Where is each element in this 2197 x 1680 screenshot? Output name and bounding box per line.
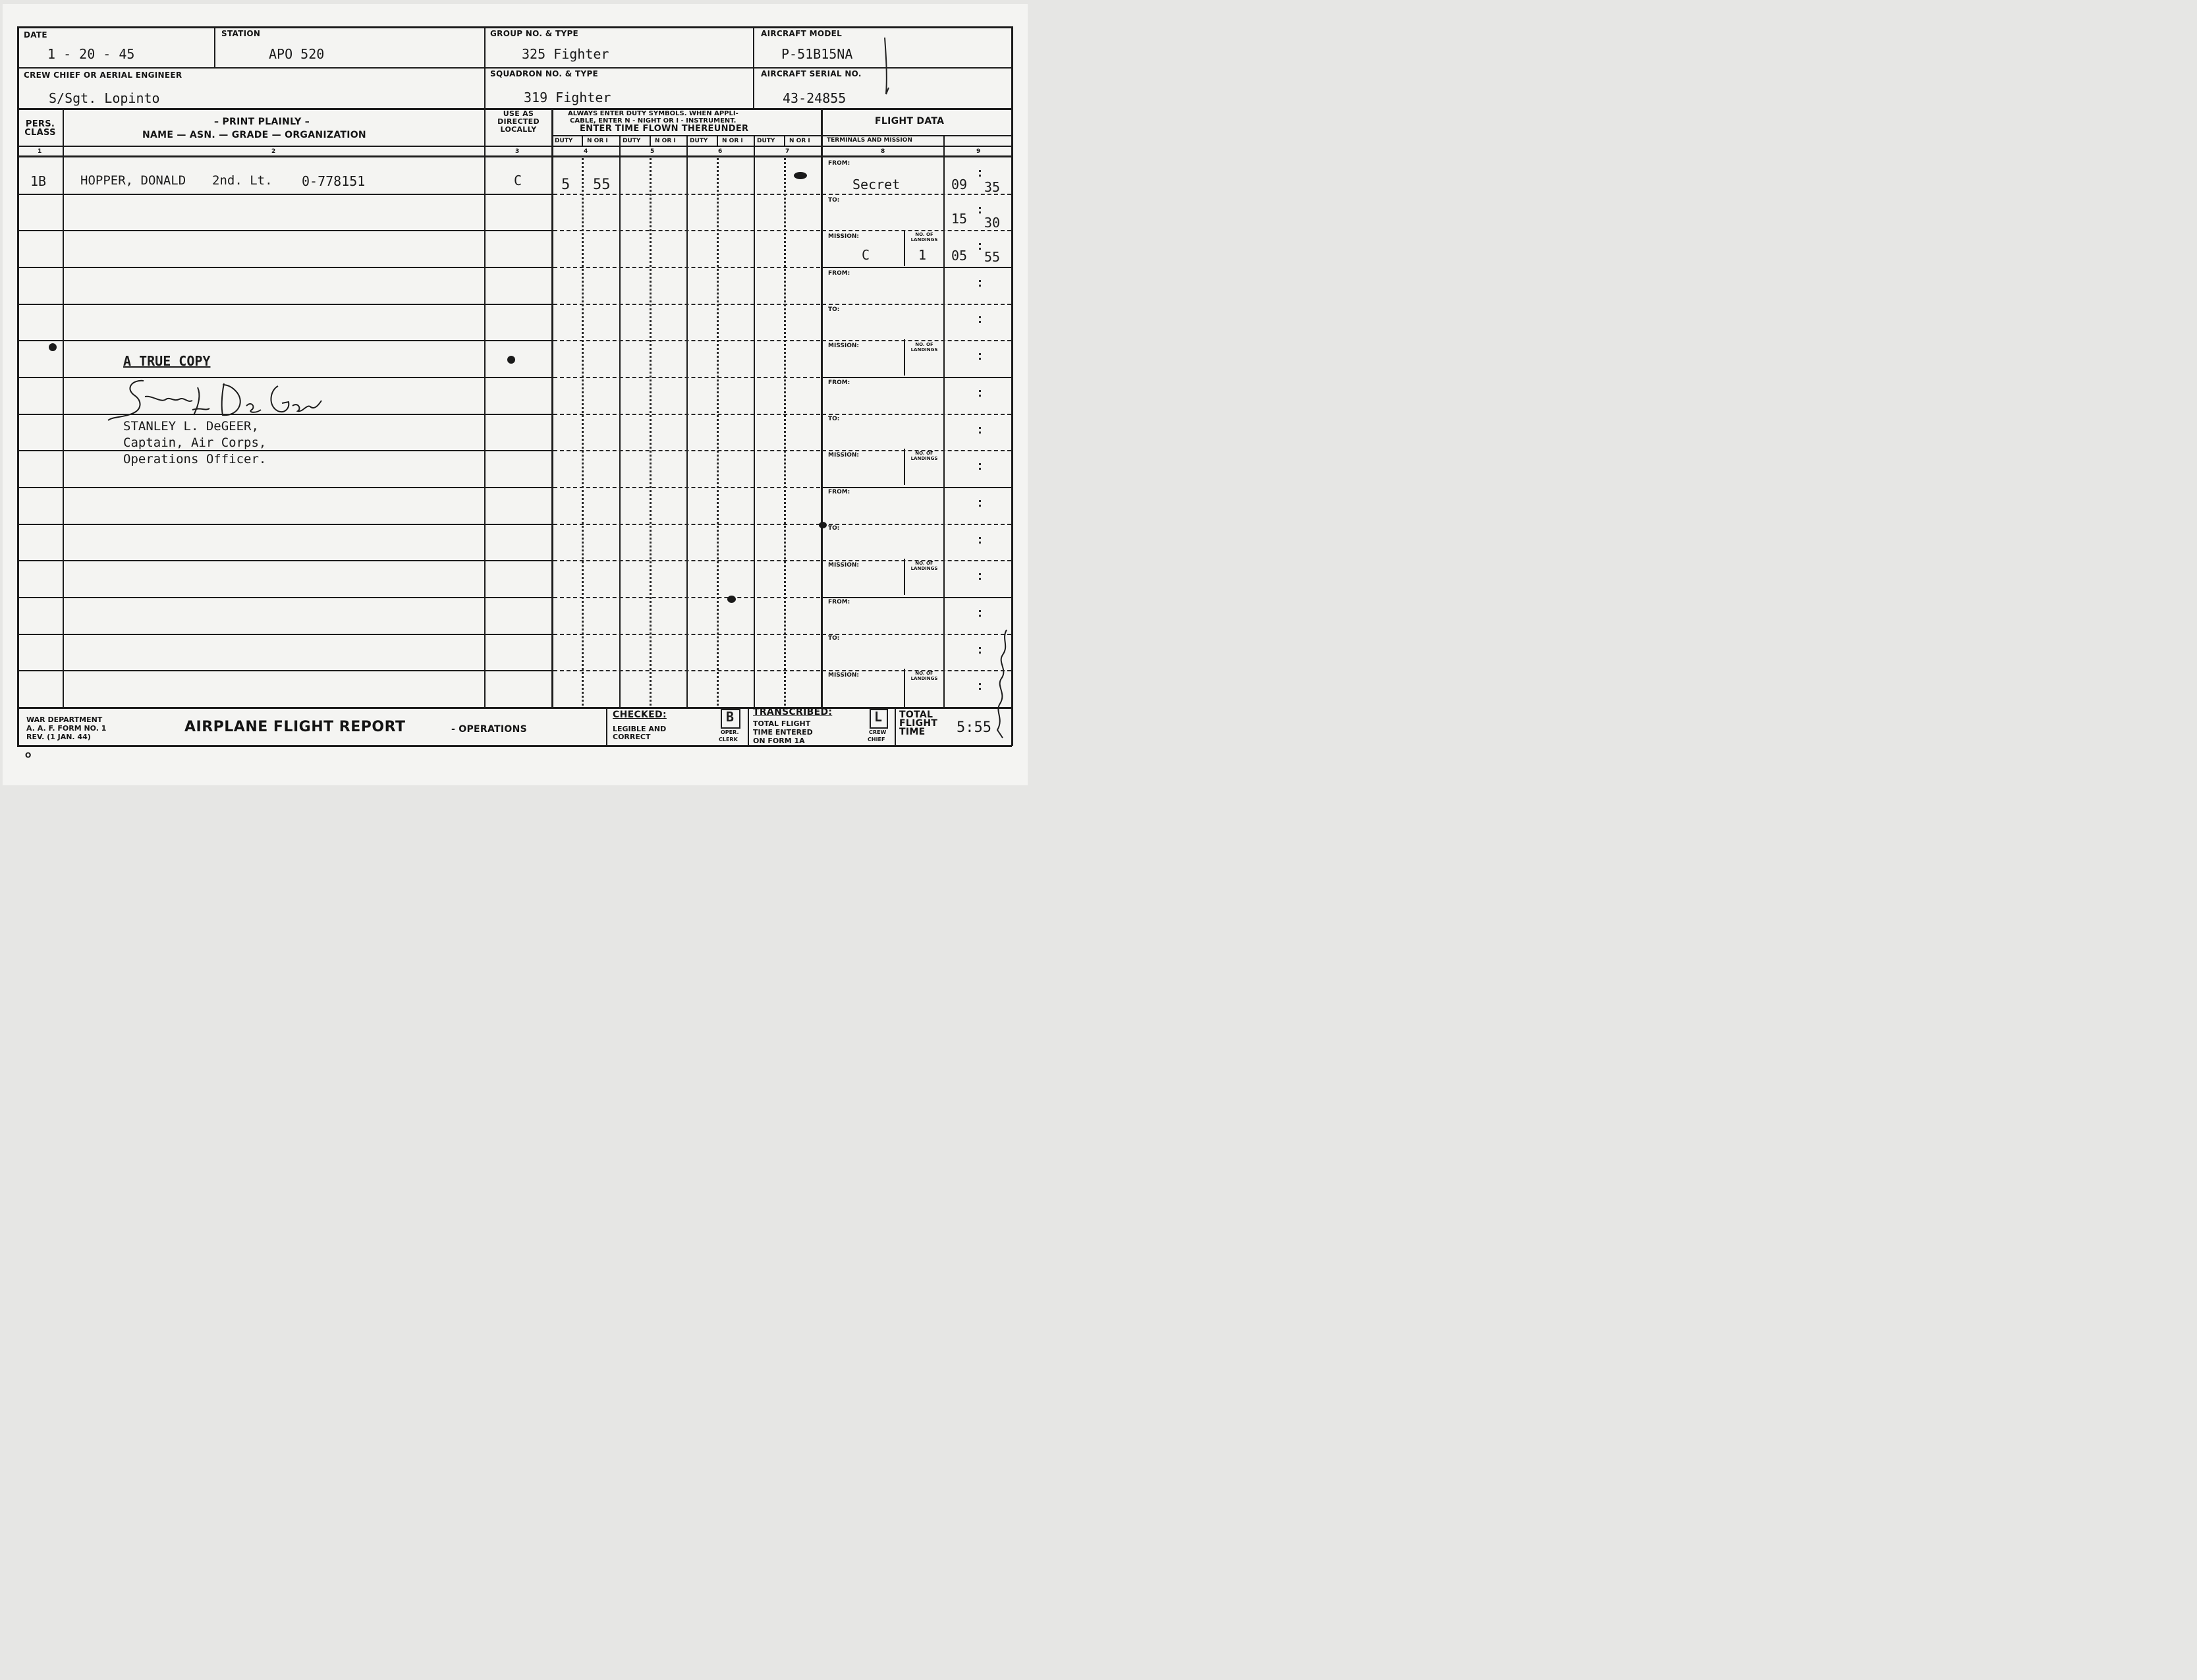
serial-value: 43-24855 — [783, 90, 847, 106]
total-flight-time-value: 5:55 — [957, 719, 991, 736]
duty-dot-separator — [582, 158, 584, 706]
punch-hole — [727, 596, 736, 603]
duty-note-line-2: CABLE, ENTER N - NIGHT OR I - INSTRUMENT. — [570, 117, 737, 125]
to-label-2: TO: — [828, 306, 840, 313]
crew-chief-label: CREW CHIEF OR AERIAL ENGINEER — [24, 70, 182, 80]
from-label-2: FROM: — [828, 270, 850, 277]
name-column-header: NAME — ASN. — GRADE — ORGANIZATION — [142, 130, 366, 140]
landings-label-2: NO. OF LANDINGS — [910, 342, 938, 352]
punch-hole — [819, 522, 827, 528]
duty-row-dash — [553, 230, 820, 231]
group-value: 325 Fighter — [522, 46, 609, 62]
legible-line-1: LEGIBLE AND — [613, 725, 667, 733]
oper-clerk-line-2: CLERK — [719, 737, 738, 742]
time-colon — [979, 610, 981, 617]
total-line-3: TIME — [899, 727, 926, 737]
duty-row-dash — [553, 377, 820, 378]
to-label-4: TO: — [828, 525, 840, 532]
corner-mark: O — [25, 751, 32, 760]
row-divider — [17, 670, 551, 671]
entry-asn: 0-778151 — [302, 173, 366, 189]
time-colon — [979, 353, 981, 360]
print-plainly-header: – PRINT PLAINLY – — [214, 117, 310, 127]
terminals-mission-header: TERMINALS AND MISSION — [827, 137, 912, 144]
duty-row-dash — [553, 560, 820, 561]
from-time-hours: 09 — [951, 177, 968, 192]
flight-group-divider — [822, 487, 1011, 488]
entry-duty-minutes: 55 — [593, 177, 611, 193]
from-label-4: FROM: — [828, 489, 850, 495]
row-divider — [17, 450, 551, 451]
crew-chief-initial: L — [874, 709, 883, 725]
flight-group-divider — [822, 267, 1011, 268]
column-number-1: 1 — [38, 148, 42, 155]
oper-clerk-initial: B — [726, 709, 735, 725]
time-colon — [979, 170, 981, 177]
row-divider — [17, 230, 551, 231]
from-time-minutes: 35 — [984, 179, 1001, 195]
flight-group-divider — [822, 377, 1011, 378]
duty-row-dash — [553, 670, 820, 671]
duty-row-dash — [553, 304, 820, 305]
to-time-hours: 15 — [951, 211, 968, 227]
crew-chief-value: S/Sgt. Lopinto — [49, 90, 160, 106]
duty-row-dash — [553, 634, 820, 635]
flight-row-dash — [822, 230, 1011, 231]
transcribed-line-1: TOTAL FLIGHT — [753, 719, 811, 728]
time-colon — [979, 500, 981, 507]
time-colon — [979, 280, 981, 287]
dept-line-2: A. A. F. FORM NO. 1 — [26, 724, 107, 733]
duty-row-dash — [553, 340, 820, 341]
duty-row-dash — [553, 524, 820, 525]
transcribed-label: TRANSCRIBED: — [753, 707, 833, 717]
date-label: DATE — [24, 30, 47, 40]
duty-note-line-1: ALWAYS ENTER DUTY SYMBOLS. WHEN APPLI- — [568, 110, 738, 117]
use-locally-header: USE AS DIRECTED LOCALLY — [497, 109, 540, 134]
time-colon — [979, 316, 981, 323]
duty-row-dash — [553, 414, 820, 415]
entry-duty-hours: 5 — [561, 177, 570, 193]
row-divider — [17, 560, 551, 561]
column-number-4: 4 — [584, 148, 588, 155]
station-value: APO 520 — [269, 46, 325, 62]
row-divider — [17, 487, 551, 488]
duty-note-line-3: ENTER TIME FLOWN THEREUNDER — [580, 124, 749, 134]
duty-row-dash — [553, 597, 820, 598]
to-label-5: TO: — [828, 635, 840, 642]
flight-row-dash — [822, 524, 1011, 525]
checked-label: CHECKED: — [613, 710, 667, 720]
flight-row-dash — [822, 634, 1011, 635]
time-colon — [979, 390, 981, 397]
oper-clerk-line-1: OPER. — [721, 729, 739, 735]
mission-label-2: MISSION: — [828, 343, 859, 349]
total-line-2: FLIGHT — [899, 718, 938, 729]
flight-row-dash — [822, 304, 1011, 305]
duty-row-dash — [553, 450, 820, 451]
crew-chief-line-2: CHIEF — [868, 737, 885, 742]
entry-grade: 2nd. Lt. — [212, 173, 273, 188]
duty-dot-separator — [650, 158, 652, 706]
entry-name: HOPPER, DONALD — [80, 173, 186, 188]
duty-dot-separator — [784, 158, 786, 706]
mission-time-hours: 05 — [951, 248, 968, 264]
crew-chief-box — [870, 709, 888, 729]
column-number-7: 7 — [785, 148, 790, 155]
form-subtitle: - OPERATIONS — [451, 724, 527, 735]
from-label-5: FROM: — [828, 599, 850, 605]
mission-label-5: MISSION: — [828, 672, 859, 679]
column-number-5: 5 — [650, 148, 655, 155]
punch-hole — [49, 343, 57, 351]
duty-header-4: DUTY — [555, 138, 573, 144]
from-label-3: FROM: — [828, 379, 850, 386]
duty-dot-separator — [717, 158, 719, 706]
row-divider — [17, 304, 551, 305]
duty-row-dash — [553, 194, 820, 195]
row-divider — [17, 267, 551, 268]
time-colon — [979, 573, 981, 580]
row-divider — [17, 340, 551, 341]
flight-row-dash — [822, 414, 1011, 415]
total-line-1: TOTAL — [899, 710, 933, 720]
mission-label-4: MISSION: — [828, 562, 859, 569]
aircraft-model-value: P-51B15NA — [781, 46, 853, 62]
officer-name: STANLEY L. DeGEER, — [123, 419, 259, 434]
column-number-2: 2 — [271, 148, 276, 155]
transcribed-line-3: ON FORM 1A — [753, 737, 805, 745]
date-value: 1 - 20 - 45 — [47, 46, 135, 62]
to-label-3: TO: — [828, 416, 840, 422]
from-label-1: FROM: — [828, 160, 850, 167]
time-colon — [979, 537, 981, 544]
group-label: GROUP NO. & TYPE — [490, 29, 579, 38]
n-or-i-header-5: N OR I — [655, 138, 676, 144]
mission-label-3: MISSION: — [828, 452, 859, 459]
pers-class-header: PERS. CLASS — [24, 119, 56, 138]
column-number-3: 3 — [515, 148, 520, 155]
landings-label-4: NO. OF LANDINGS — [910, 561, 938, 571]
officer-rank: Captain, Air Corps, — [123, 435, 267, 450]
entry-use-locally: C — [514, 173, 522, 188]
to-label-1: TO: — [828, 197, 840, 204]
row-divider — [17, 524, 551, 525]
landings-label-1: NO. OF LANDINGS — [910, 232, 938, 242]
to-time-minutes: 30 — [984, 215, 1001, 231]
true-copy-stamp: A TRUE COPY — [123, 353, 211, 369]
column-number-6: 6 — [718, 148, 723, 155]
flight-report-page — [0, 0, 1033, 790]
squadron-label: SQUADRON NO. & TYPE — [490, 69, 599, 78]
mission-label-1: MISSION: — [828, 233, 859, 240]
aircraft-model-label: AIRCRAFT MODEL — [761, 29, 843, 38]
column-number-9: 9 — [976, 148, 981, 155]
time-colon — [979, 683, 981, 690]
time-colon — [979, 243, 981, 250]
officer-title: Operations Officer. — [123, 452, 267, 466]
oper-clerk-box — [721, 709, 740, 729]
dept-line-1: WAR DEPARTMENT — [26, 715, 103, 724]
landings-label-3: NO. OF LANDINGS — [910, 451, 938, 461]
squadron-value: 319 Fighter — [524, 90, 611, 105]
punch-hole — [507, 356, 515, 364]
landings-label-5: NO. OF LANDINGS — [910, 671, 938, 681]
form-title: AIRPLANE FLIGHT REPORT — [184, 719, 406, 735]
time-colon — [979, 647, 981, 654]
entry-from: Secret — [852, 177, 901, 192]
flight-group-divider — [822, 597, 1011, 598]
transcribed-line-2: TIME ENTERED — [753, 728, 813, 737]
mission-time-minutes: 55 — [984, 249, 1001, 265]
n-or-i-header-7: N OR I — [789, 138, 810, 144]
row-divider — [17, 597, 551, 598]
duty-header-6: DUTY — [690, 138, 708, 144]
check-mark-icon — [879, 36, 894, 99]
entry-mission: C — [862, 247, 870, 263]
n-or-i-header-4: N OR I — [587, 138, 608, 144]
margin-scrawl — [989, 626, 1012, 744]
station-label: STATION — [221, 29, 261, 38]
entry-pers-class: 1B — [30, 173, 47, 189]
duty-row-dash — [553, 487, 820, 488]
row-divider — [17, 634, 551, 635]
duty-row-dash — [553, 267, 820, 268]
duty-header-7: DUTY — [757, 138, 775, 144]
time-colon — [979, 427, 981, 434]
duty-header-5: DUTY — [623, 138, 641, 144]
serial-label: AIRCRAFT SERIAL NO. — [761, 69, 862, 78]
entry-landings: 1 — [918, 247, 927, 263]
n-or-i-header-6: N OR I — [722, 138, 743, 144]
legible-line-2: CORRECT — [613, 733, 651, 741]
crew-chief-line-1: CREW — [869, 729, 887, 735]
punch-hole — [794, 172, 807, 179]
time-colon — [979, 207, 981, 213]
flight-row-dash — [822, 194, 1011, 195]
flight-row-dash — [822, 340, 1011, 341]
time-colon — [979, 463, 981, 470]
dept-line-3: REV. (1 JAN. 44) — [26, 733, 91, 741]
flight-data-header: FLIGHT DATA — [875, 116, 945, 126]
column-number-8: 8 — [881, 148, 885, 155]
row-divider — [17, 194, 551, 195]
